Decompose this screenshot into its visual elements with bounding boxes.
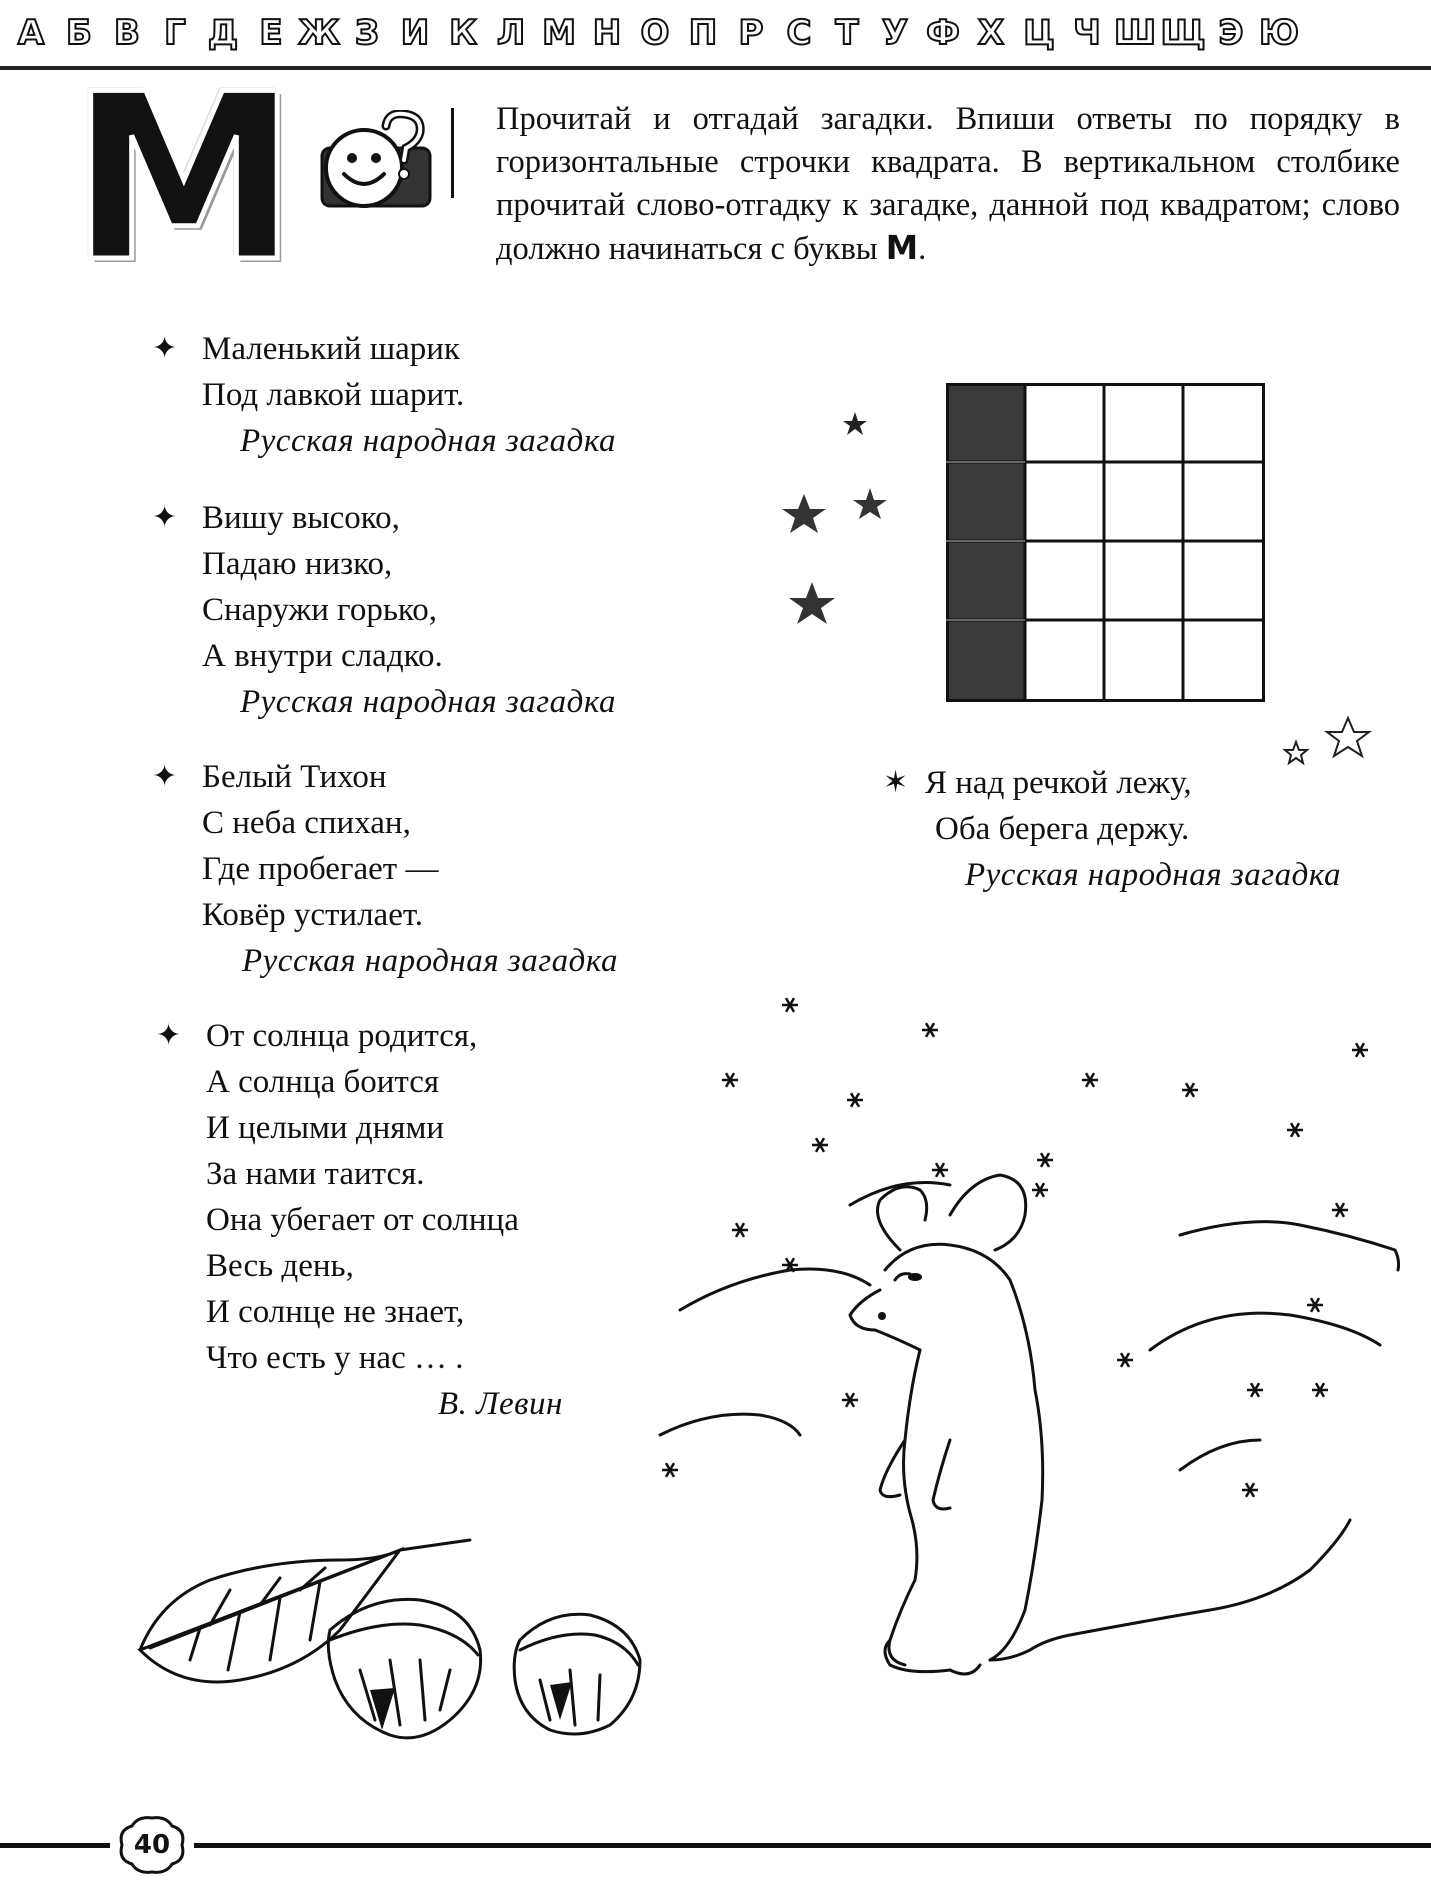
- alphabet-letter: Ц: [1023, 13, 1055, 53]
- snowflake-icon: [1287, 1123, 1303, 1137]
- riddle-line: Ковёр устилает.: [202, 897, 424, 933]
- riddle-line: От солнца родится,: [206, 1018, 478, 1054]
- big-letter: [69, 46, 295, 313]
- alphabet-letter: Ж: [298, 13, 340, 53]
- mouse-illustration: [650, 1140, 1410, 1760]
- page-number: 40: [133, 1830, 171, 1860]
- riddle-line: И солнце не знает,: [206, 1294, 465, 1330]
- riddle-source: Русская народная загадка: [242, 943, 618, 979]
- riddle-line: Я над речкой лежу,: [925, 765, 1192, 801]
- alphabet-letter: М: [542, 13, 576, 53]
- alphabet-letter: Т: [835, 13, 859, 53]
- riddle-line: Что есть у нас … .: [206, 1340, 464, 1376]
- riddle-bullet-icon: ✦: [152, 331, 178, 366]
- riddle-line: Снаружи горько,: [202, 592, 438, 628]
- instructions-end: .: [918, 231, 927, 267]
- star-icon: [853, 488, 887, 519]
- riddle-source: Русская народная загадка: [965, 857, 1341, 893]
- alphabet-letter: Л: [496, 13, 526, 53]
- riddle-line: А внутри сладко.: [202, 638, 443, 674]
- riddle-line: Весь день,: [206, 1248, 354, 1284]
- alphabet-letter: Р: [738, 13, 764, 53]
- crossword-grid: [946, 383, 1268, 705]
- riddle-source: Русская народная загадка: [240, 423, 616, 459]
- alphabet-letter: Ю: [1259, 13, 1299, 53]
- riddle-source: В. Левин: [438, 1386, 563, 1422]
- riddle-line: Белый Тихон: [202, 759, 387, 795]
- alphabet-letter: Е: [259, 13, 283, 53]
- snowflake-icon: [1352, 1043, 1368, 1057]
- alphabet-letter: И: [400, 13, 430, 53]
- star-icon: [782, 494, 826, 533]
- instructions-letter: М: [885, 229, 919, 267]
- riddle-bullet-icon: ✦: [152, 500, 178, 535]
- riddle-line: Падаю низко,: [202, 546, 393, 582]
- riddle-line: А солнца боится: [206, 1064, 440, 1100]
- riddle-3: [152, 754, 618, 984]
- riddle-line: Маленький шарик: [202, 331, 460, 367]
- alphabet-letter: Г: [164, 13, 186, 53]
- mouse-eye: [908, 1273, 922, 1281]
- star-icon-group: [770, 400, 900, 650]
- alphabet-letter: В: [114, 13, 140, 53]
- snowflake-icon: [1182, 1083, 1198, 1097]
- riddle-line: И целыми днями: [206, 1110, 444, 1146]
- riddle-4: [156, 1013, 563, 1427]
- leaf-acorn-illustration: [120, 1520, 680, 1770]
- instructions-body: Прочитай и отгадай загадки. Впиши ответы по порядку в горизонтальные строчки квадрата. В вертикальном столбике прочитай слово-отгадку к загадке, данной под квадратом; слово должно начинаться с буквы: [496, 101, 1400, 267]
- alphabet-letter: О: [640, 13, 670, 53]
- star-outline-icon: [1327, 718, 1369, 756]
- instructions-text: [496, 98, 1400, 271]
- alphabet-letter: Э: [1218, 13, 1244, 53]
- riddle-2: [152, 495, 616, 725]
- alphabet-letter: Ш: [1113, 13, 1156, 53]
- riddle-bullet-icon: ✦: [152, 759, 178, 794]
- alphabet-letter: Ч: [1073, 13, 1101, 53]
- smiley-question-icon: [316, 110, 434, 210]
- key-riddle: [883, 760, 1341, 898]
- star-icon: [843, 412, 867, 435]
- alphabet-letter: Х: [977, 13, 1005, 53]
- alphabet-letter: З: [354, 13, 380, 53]
- riddle-source: Русская народная загадка: [240, 684, 616, 720]
- riddle-line: С неба спихан,: [202, 805, 411, 841]
- riddle-line: За нами таится.: [206, 1156, 425, 1192]
- riddle-line: Вишу высоко,: [202, 500, 400, 536]
- alphabet-letter: Б: [66, 13, 92, 53]
- riddle-line: Оба берега держу.: [935, 811, 1190, 847]
- riddle-line: Где пробегает —: [202, 851, 439, 887]
- divider-bar: [451, 108, 454, 198]
- snowflake-icon: [922, 1023, 938, 1037]
- big-letter-text: М: [69, 46, 295, 313]
- alphabet-letter: Д: [207, 13, 239, 53]
- alphabet-letter: А: [17, 13, 45, 53]
- riddle-1: [152, 326, 616, 464]
- riddle-bullet-icon: ✶: [883, 765, 909, 800]
- snowflake-icon: [847, 1093, 863, 1107]
- alphabet-letter: Н: [592, 13, 622, 53]
- riddle-line: Под лавкой шарит.: [202, 377, 465, 413]
- acorn-illustration: [514, 1614, 640, 1734]
- star-icon: [789, 582, 835, 624]
- alphabet-letter: К: [449, 13, 477, 53]
- alphabet-letter: Ф: [926, 13, 960, 53]
- alphabet-letter: Щ: [1160, 13, 1206, 53]
- snowflake-icon: [1082, 1073, 1098, 1087]
- riddle-bullet-icon: ✦: [156, 1018, 182, 1053]
- alphabet-letter: С: [786, 13, 812, 53]
- bottom-rule: [0, 1843, 1431, 1848]
- alphabet-letter: У: [881, 13, 909, 53]
- riddle-line: Она убегает от солнца: [206, 1202, 519, 1238]
- acorn-illustration: [328, 1599, 480, 1737]
- snowflake-icon: [782, 998, 798, 1012]
- alphabet-letter: П: [688, 13, 718, 53]
- snowflake-icon: [722, 1073, 738, 1087]
